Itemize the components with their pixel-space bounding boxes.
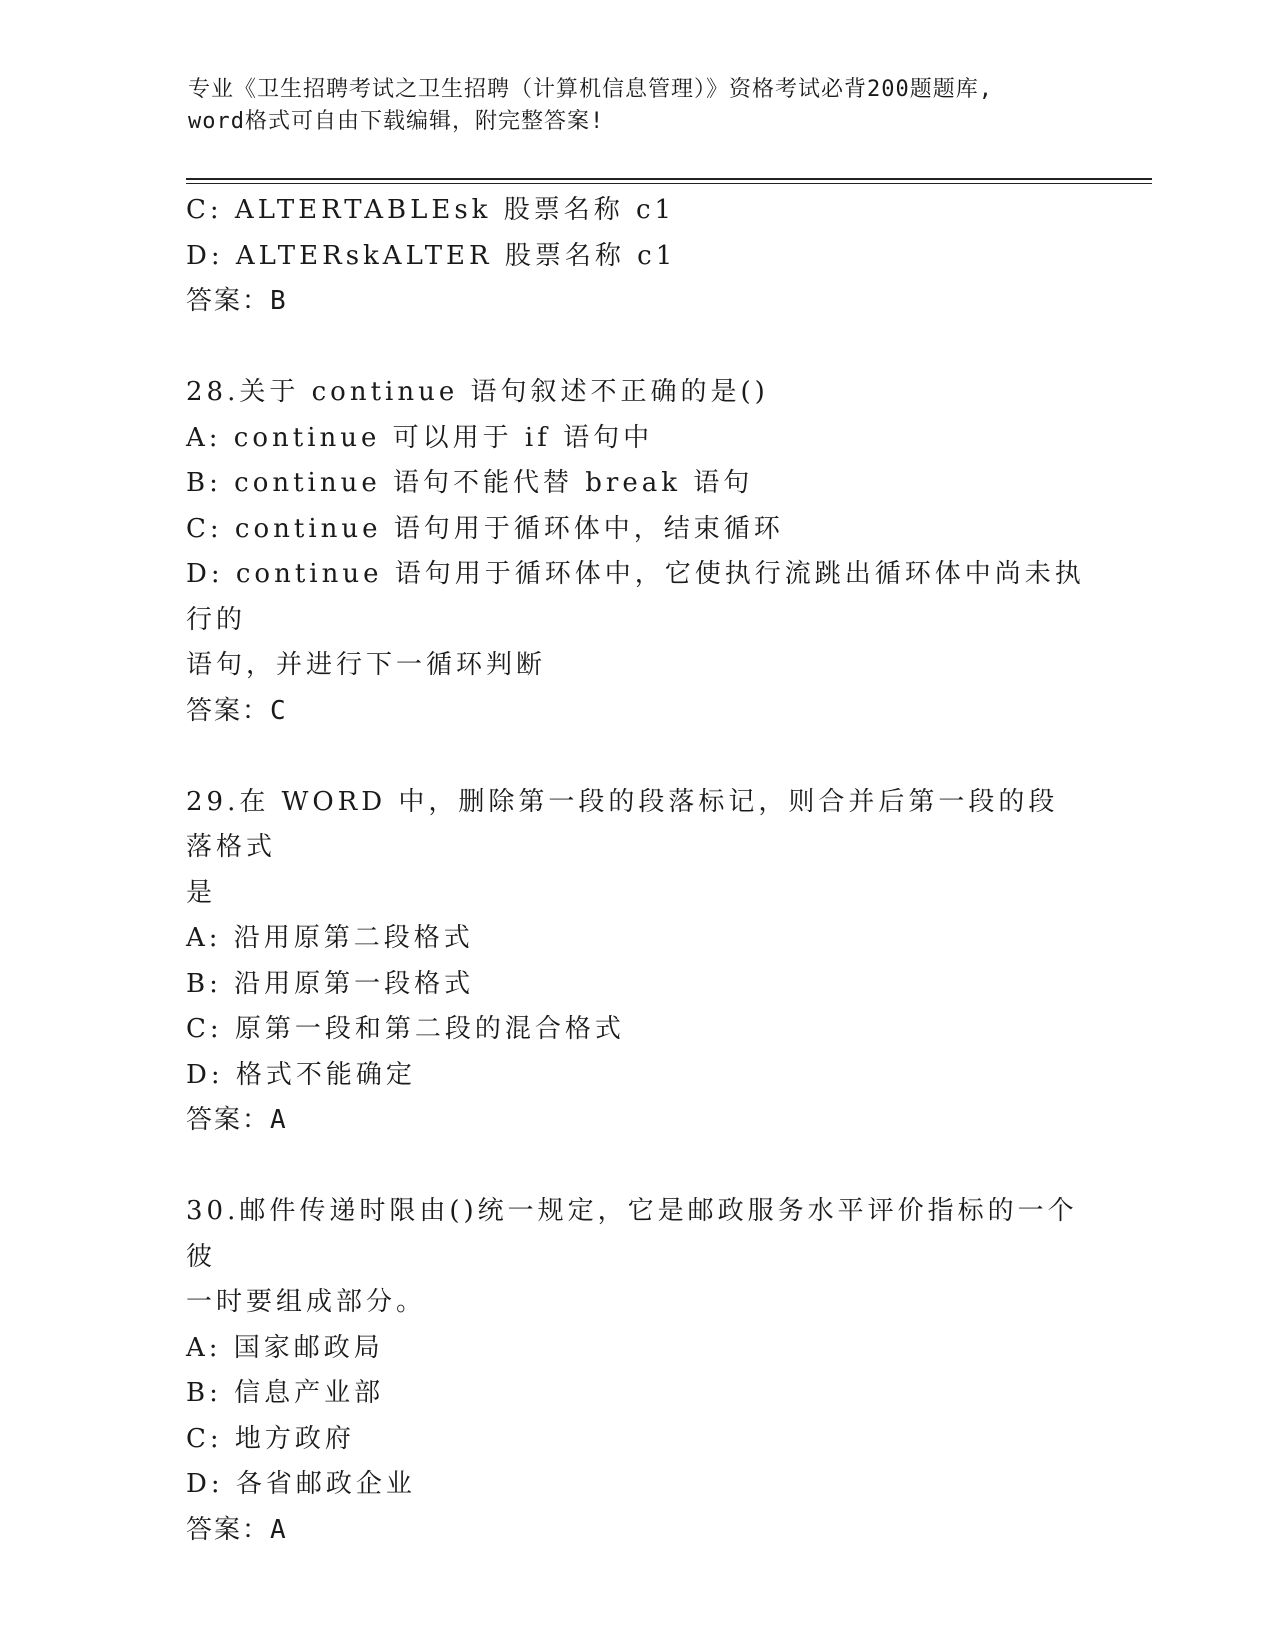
header-line-2: word格式可自由下载编辑，附完整答案! bbox=[188, 109, 605, 134]
question-text-continued: 一时要组成部分。 bbox=[186, 1287, 427, 1317]
answer: 答案：B bbox=[186, 286, 288, 316]
question-30 bbox=[186, 1189, 1086, 1553]
header-rule-thin bbox=[186, 183, 1152, 184]
option-c: C: 原第一段和第二段的混合格式 bbox=[186, 1014, 625, 1044]
option-c: C: continue 语句用于循环体中，结束循环 bbox=[186, 513, 784, 544]
answer: 答案：A bbox=[186, 1514, 288, 1545]
option-c: C: ALTERTABLEsk 股票名称 c1 bbox=[186, 195, 676, 225]
answer: 答案：C bbox=[186, 695, 288, 726]
option-d: D: continue 语句用于循环体中，它使执行流跳出循环体中尚未执行的 bbox=[186, 559, 1085, 635]
question-text: 30.邮件传递时限由()统一规定，它是邮政服务水平评价指标的一个彼 bbox=[186, 1196, 1078, 1272]
option-d: D: 格式不能确定 bbox=[186, 1059, 416, 1090]
spacer bbox=[186, 1144, 1086, 1190]
question-text: 29.在 WORD 中，删除第一段的段落标记，则合并后第一段的段落格式 bbox=[186, 786, 1059, 862]
option-a: A: 沿用原第二段格式 bbox=[186, 923, 474, 953]
option-d: D: ALTERskALTER 股票名称 c1 bbox=[186, 240, 677, 271]
question-text: 28.关于 continue 语句叙述不正确的是() bbox=[186, 377, 769, 407]
question-29 bbox=[186, 780, 1086, 1144]
spacer bbox=[186, 734, 1086, 780]
option-d: D: 各省邮政企业 bbox=[186, 1469, 416, 1499]
option-a: A: continue 可以用于 if 语句中 bbox=[186, 422, 654, 453]
answer: 答案：A bbox=[186, 1105, 288, 1135]
option-b: B: 沿用原第一段格式 bbox=[186, 968, 475, 999]
question-28 bbox=[186, 370, 1086, 734]
option-d-continued: 语句，并进行下一循环判断 bbox=[186, 650, 547, 680]
document-body bbox=[186, 188, 1086, 1553]
question-27 bbox=[186, 188, 1086, 325]
question-text-continued: 是 bbox=[186, 877, 217, 908]
header-line-1: 专业《卫生招聘考试之卫生招聘（计算机信息管理）》资格考试必背200题题库, bbox=[188, 77, 993, 102]
option-b: B: continue 语句不能代替 break 语句 bbox=[186, 468, 754, 498]
spacer bbox=[186, 325, 1086, 371]
header-rule-thick bbox=[186, 178, 1152, 180]
option-b: B: 信息产业部 bbox=[186, 1378, 385, 1408]
option-a: A: 国家邮政局 bbox=[186, 1332, 384, 1363]
document-header bbox=[188, 74, 1088, 138]
option-c: C: 地方政府 bbox=[186, 1423, 355, 1454]
